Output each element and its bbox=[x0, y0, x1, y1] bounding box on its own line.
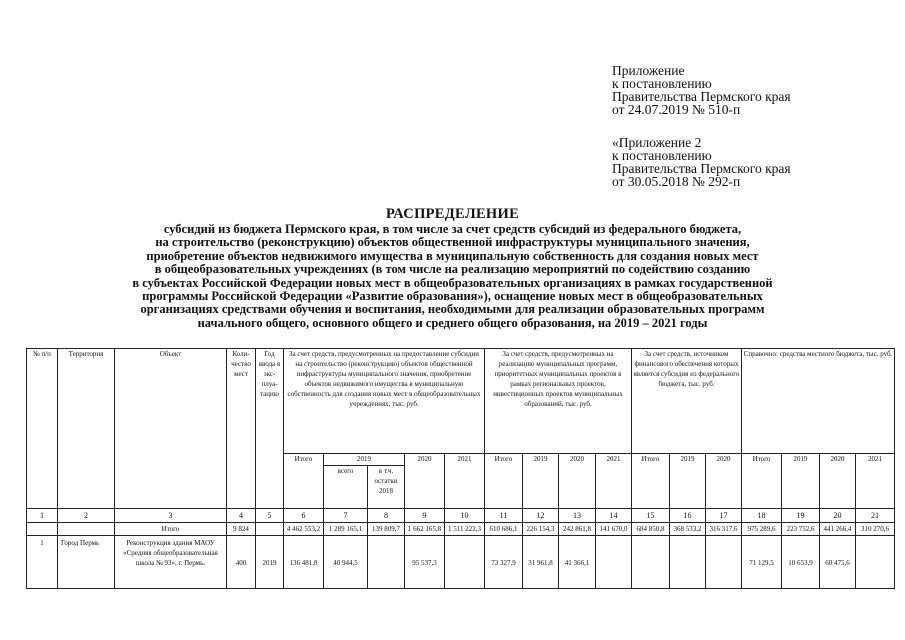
table-row bbox=[27, 536, 895, 589]
row-cell: 31 961,8 bbox=[523, 536, 559, 589]
row-cell bbox=[670, 536, 706, 589]
header-group-local: Справочно: средства местного бюджета, тыс. руб. bbox=[742, 349, 895, 454]
row-territory: Город Пермь bbox=[58, 536, 115, 589]
column-number: 19 bbox=[782, 509, 820, 523]
appendix-1-block bbox=[612, 64, 791, 116]
document-title: РАСПРЕДЕЛЕНИЕ bbox=[385, 206, 520, 222]
column-number: 21 bbox=[856, 509, 895, 523]
row-object: Реконструкция здания МАОУ «Средняя общеобразовательная школа № 93», г. Пермь, bbox=[115, 536, 227, 589]
total-cell: 610 686,1 bbox=[485, 523, 523, 536]
appendix-1-line: к постановлению bbox=[612, 76, 712, 91]
row-cell bbox=[632, 536, 670, 589]
row-cell: 71 129,5 bbox=[742, 536, 782, 589]
header-2019: 2019 bbox=[670, 454, 706, 509]
column-number-row bbox=[27, 509, 895, 523]
distribution-table bbox=[26, 348, 895, 589]
row-cell bbox=[596, 536, 632, 589]
header-2019: 2019 bbox=[782, 454, 820, 509]
appendix-2-line: к постановлению bbox=[612, 148, 712, 163]
total-cell: 4 462 553,2 bbox=[284, 523, 324, 536]
header-group-municipal: За счет средств, предусмотренных на реализацию муниципальных программ, приоритетных муниципальных проектов в рамках региональных проектов, инвестиционных проектов муниципальных образований, тыс. руб. bbox=[485, 349, 632, 454]
total-cell: 1 662 165,8 bbox=[405, 523, 445, 536]
column-number: 12 bbox=[523, 509, 559, 523]
header-2019: 2019 bbox=[324, 454, 405, 466]
subtitle-line: приобретение объектов недвижимого имущества в муниципальную собственность для создания новых мест bbox=[146, 248, 759, 263]
header-territory: Территория bbox=[58, 349, 115, 509]
column-number: 6 bbox=[284, 509, 324, 523]
header-2020: 2020 bbox=[559, 454, 596, 509]
column-number: 13 bbox=[559, 509, 596, 523]
total-cell: 368 533,2 bbox=[670, 523, 706, 536]
column-number: 1 bbox=[27, 509, 58, 523]
header-itogo: Итого bbox=[632, 454, 670, 509]
header-count: Коли- чество мест bbox=[227, 349, 256, 509]
row-cell: 136 481,8 bbox=[284, 536, 324, 589]
total-label: Итого bbox=[115, 523, 227, 536]
row-cell bbox=[706, 536, 742, 589]
column-number: 18 bbox=[742, 509, 782, 523]
appendix-1-line: Приложение bbox=[612, 63, 685, 78]
header-2021: 2021 bbox=[445, 454, 485, 509]
column-number: 5 bbox=[256, 509, 284, 523]
total-row bbox=[27, 523, 895, 536]
column-number: 11 bbox=[485, 509, 523, 523]
column-number: 16 bbox=[670, 509, 706, 523]
row-cell: 95 537,3 bbox=[405, 536, 445, 589]
row-num: 1 bbox=[27, 536, 58, 589]
appendix-1-line: от 24.07.2019 № 510-п bbox=[612, 102, 741, 117]
column-number: 7 bbox=[324, 509, 368, 523]
total-cell: 1 511 222,3 bbox=[445, 523, 485, 536]
subtitle-line: организациях средствами обучения и воспитания, необходимыми для реализации образовательных программ bbox=[140, 302, 765, 317]
header-year: Год ввода в экс- плуа- тацию bbox=[256, 349, 284, 509]
column-number: 2 bbox=[58, 509, 115, 523]
column-number: 3 bbox=[115, 509, 227, 523]
column-number: 20 bbox=[820, 509, 856, 523]
document-subtitle bbox=[60, 223, 845, 330]
header-itogo: Итого bbox=[485, 454, 523, 509]
total-cell: 242 861,8 bbox=[559, 523, 596, 536]
row-cell: 40 944,5 bbox=[324, 536, 368, 589]
row-count: 400 bbox=[227, 536, 256, 589]
appendix-2-block bbox=[612, 136, 791, 188]
row-cell: 41 366,1 bbox=[559, 536, 596, 589]
header-2021: 2021 bbox=[856, 454, 895, 509]
total-cell: 441 266,4 bbox=[820, 523, 856, 536]
appendix-1-line: Правительства Пермского края bbox=[612, 89, 791, 104]
total-cell: 975 289,6 bbox=[742, 523, 782, 536]
header-group-federal: За счет средств, источником финансового обеспечения которых является субсидия из федерального бюджета, тыс. руб. bbox=[632, 349, 742, 454]
column-number: 9 bbox=[405, 509, 445, 523]
total-cell: 139 809,7 bbox=[368, 523, 405, 536]
subtitle-line: в общеобразовательных учреждениях (в том числе на реализацию мероприятий по содействию созданию bbox=[154, 262, 751, 277]
appendix-2-line: «Приложение 2 bbox=[612, 135, 702, 150]
total-cell: 684 850,8 bbox=[632, 523, 670, 536]
header-num: № п/п bbox=[27, 349, 58, 509]
column-number: 10 bbox=[445, 509, 485, 523]
total-cell: 316 317,6 bbox=[706, 523, 742, 536]
row-year: 2019 bbox=[256, 536, 284, 589]
header-group-subsidy: За счет средств, предусмотренных на предоставление субсидии на строительство (реконструкцию) объектов общественной инфраструктуры муниципального значения, приобретение объектов недвижимого имущества в муниципальную собственность для создания новых мест в общеобразовательных учреждениях, тыс. руб. bbox=[284, 349, 485, 454]
total-cell: 141 670,0 bbox=[596, 523, 632, 536]
header-2020: 2020 bbox=[820, 454, 856, 509]
header-vsego: всего bbox=[324, 466, 368, 509]
subtitle-line: в субъектах Российской Федерации новых мест в общеобразовательных организациях в рамках государственной bbox=[132, 275, 773, 290]
row-cell: 73 327,9 bbox=[485, 536, 523, 589]
appendix-2-line: Правительства Пермского края bbox=[612, 161, 791, 176]
header-2019: 2019 bbox=[523, 454, 559, 509]
column-number: 17 bbox=[706, 509, 742, 523]
subtitle-line: на строительство (реконструкцию) объектов общественной инфраструктуры муниципального значения, bbox=[155, 235, 750, 250]
header-2020: 2020 bbox=[405, 454, 445, 509]
row-cell bbox=[445, 536, 485, 589]
row-cell bbox=[368, 536, 405, 589]
header-itogo: Итого bbox=[284, 454, 324, 509]
subtitle-line: субсидий из бюджета Пермского края, в том числе за счет средств субсидий из федерального бюджета, bbox=[163, 222, 742, 236]
total-cell: 223 752,6 bbox=[782, 523, 820, 536]
subtitle-line: начального общего, основного общего и среднего общего образования, на 2019 – 2021 годы bbox=[197, 315, 708, 330]
row-cell: 10 653,9 bbox=[782, 536, 820, 589]
column-number: 15 bbox=[632, 509, 670, 523]
header-2021: 2021 bbox=[596, 454, 632, 509]
total-cell: 1 289 165,1 bbox=[324, 523, 368, 536]
header-object: Объект bbox=[115, 349, 227, 509]
header-itogo: Итого bbox=[742, 454, 782, 509]
total-cell: 226 154,3 bbox=[523, 523, 559, 536]
subtitle-line: программы Российской Федерации «Развитие образования»), оснащение новых мест в общеобразовательных bbox=[142, 289, 763, 304]
row-cell: 60 475,6 bbox=[820, 536, 856, 589]
column-number: 4 bbox=[227, 509, 256, 523]
header-2020: 2020 bbox=[706, 454, 742, 509]
total-count: 9 824 bbox=[227, 523, 256, 536]
header-vtch: в т.ч. остатки 2018 bbox=[368, 466, 405, 509]
appendix-2-line: от 30.05.2018 № 292-п bbox=[612, 174, 741, 189]
column-number: 8 bbox=[368, 509, 405, 523]
total-cell: 310 270,6 bbox=[856, 523, 895, 536]
column-number: 14 bbox=[596, 509, 632, 523]
row-cell bbox=[856, 536, 895, 589]
